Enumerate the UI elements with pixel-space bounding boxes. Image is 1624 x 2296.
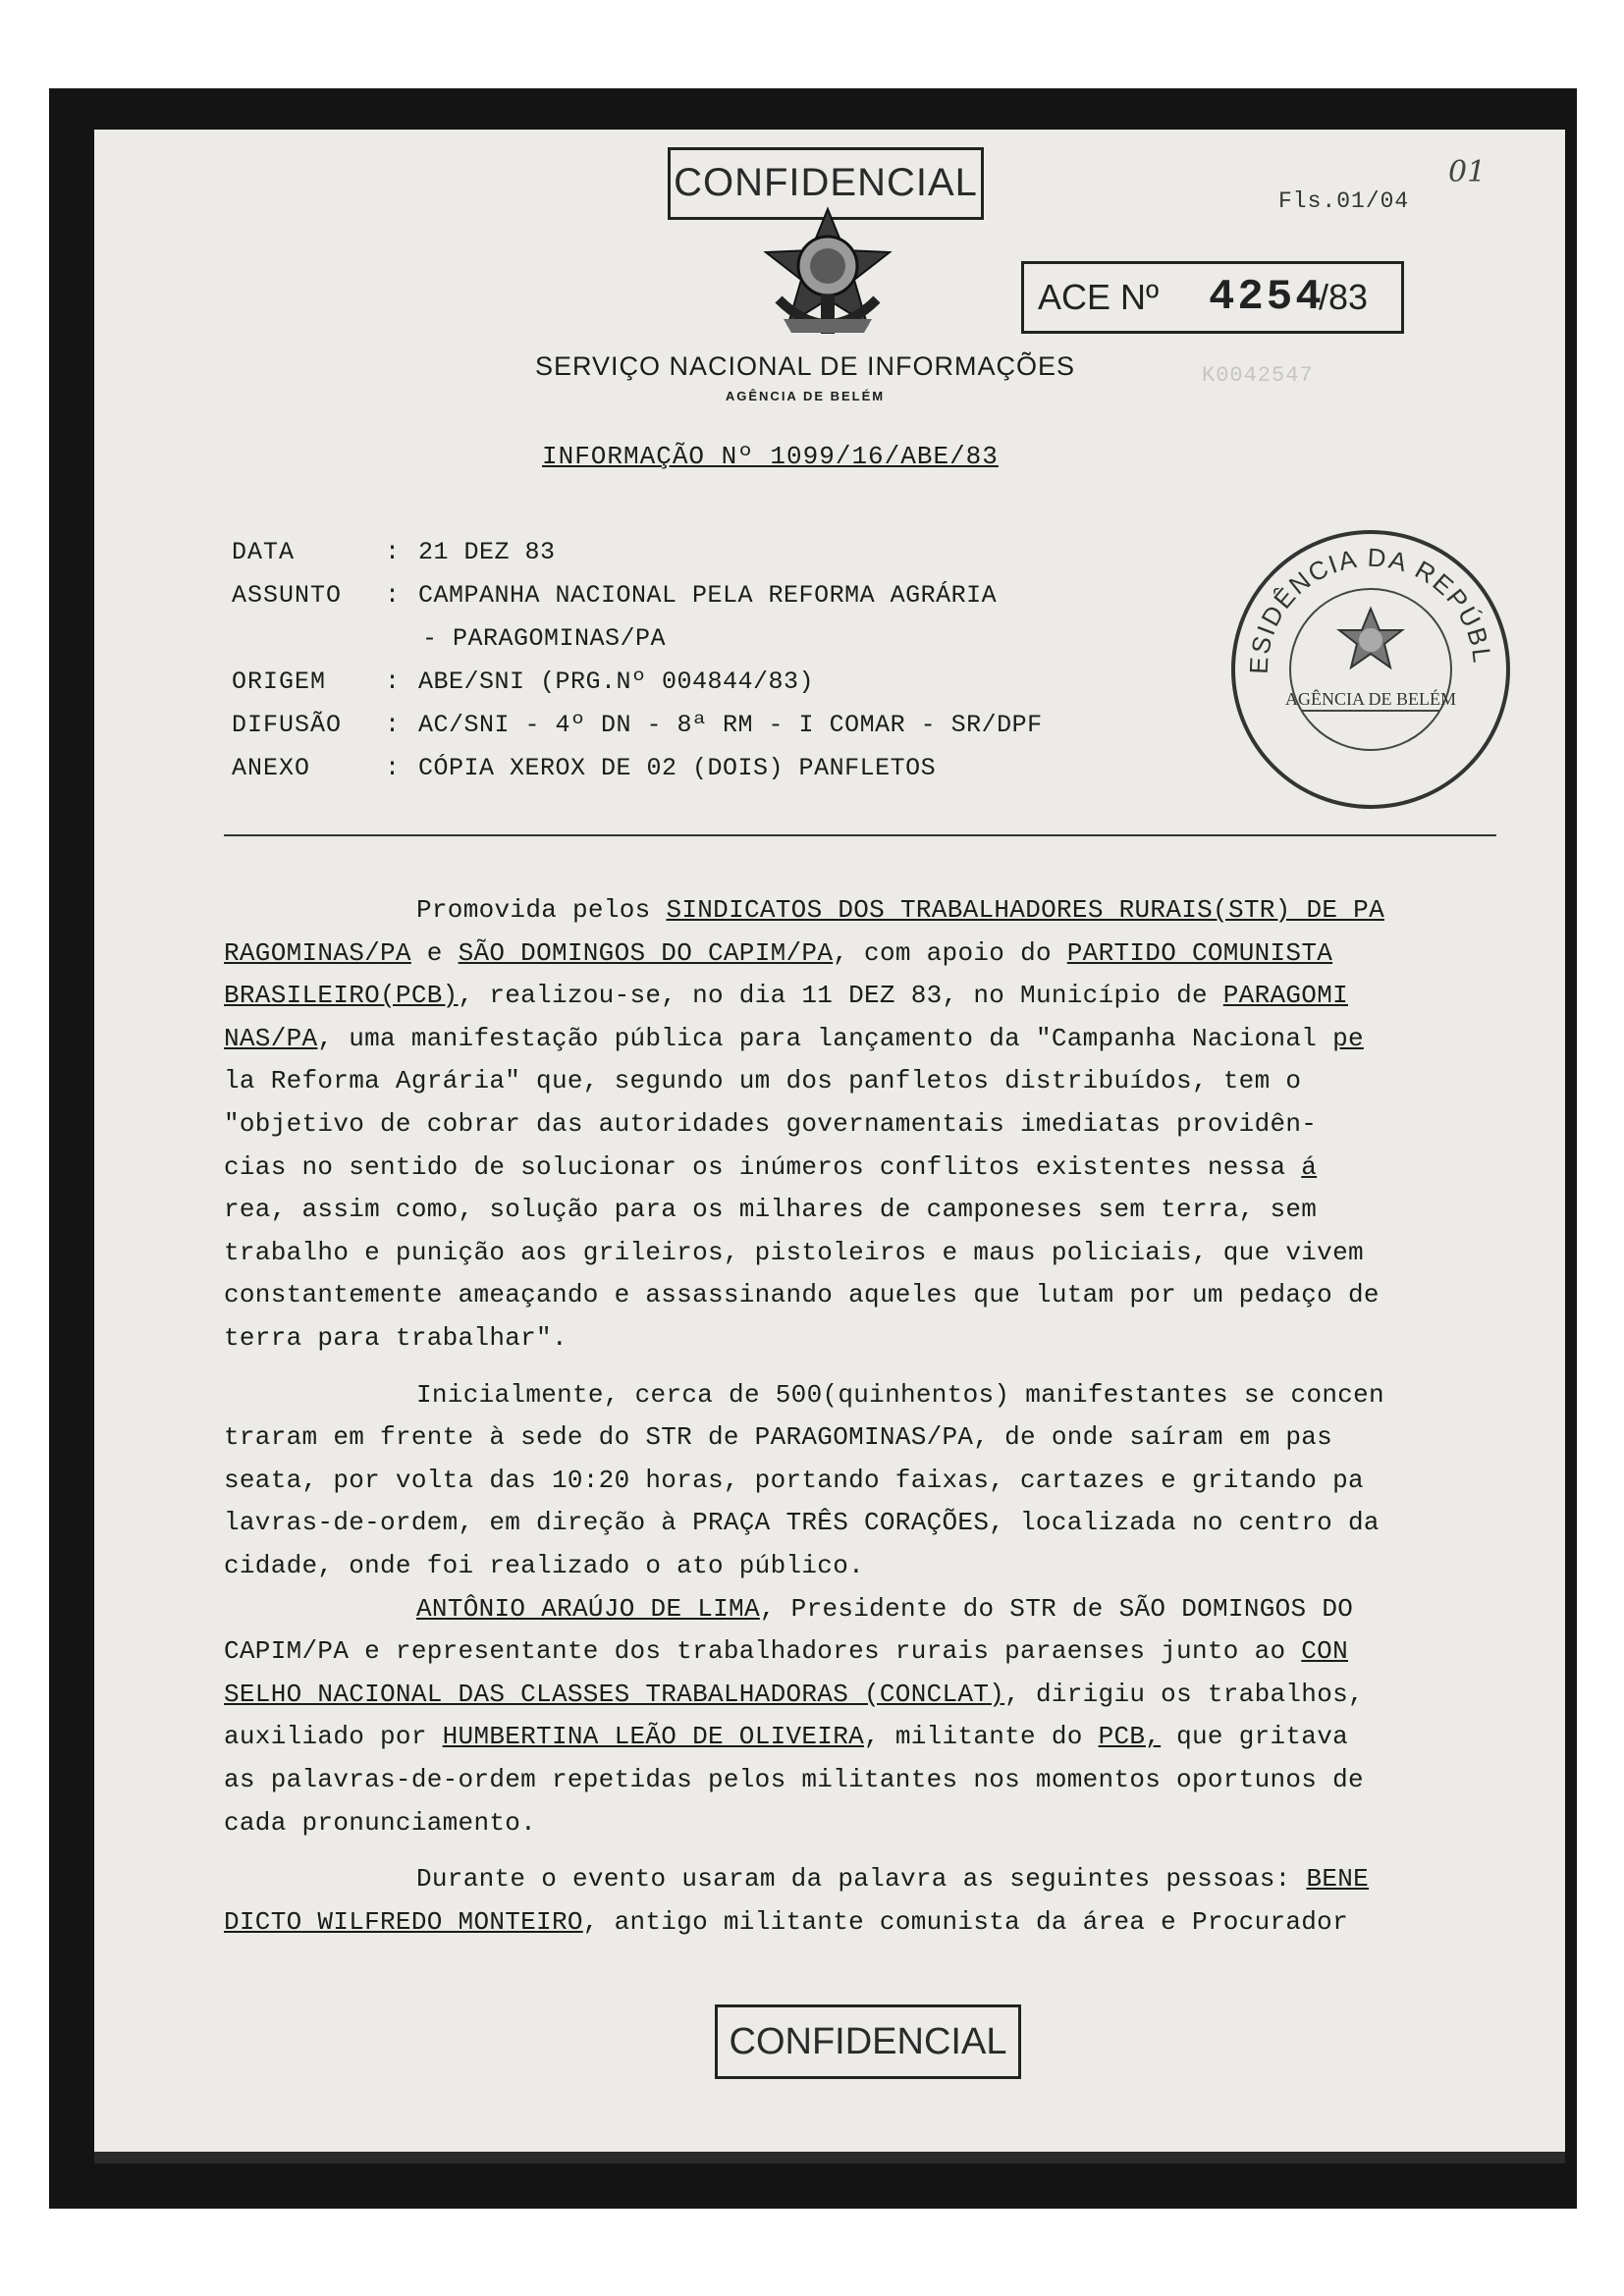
handwritten-folio: 01 [1448, 155, 1487, 189]
ace-label: ACE Nº [1038, 277, 1160, 317]
underlined-text: HUMBERTINA LEÃO DE OLIVEIRA [442, 1722, 865, 1751]
information-title: INFORMAÇÃO Nº 1099/16/ABE/83 [542, 442, 999, 471]
field-label: ANEXO [232, 754, 311, 782]
text-run: as palavras-de-ordem repetidas pelos militantes nos momentos oportunos de [224, 1765, 1364, 1794]
text-run: auxiliado por [224, 1722, 443, 1751]
field-colon: : [385, 754, 401, 782]
text-run: cada pronunciamento. [224, 1808, 537, 1838]
confidential-stamp-top: CONFIDENCIAL [668, 147, 984, 220]
text-run: Inicialmente, cerca de 500(quinhentos) manifestantes se concen [416, 1380, 1384, 1410]
field-colon: : [385, 711, 401, 739]
body-line [224, 1907, 1348, 1937]
folio-number: Fls.01/04 [1278, 188, 1410, 214]
underlined-text: PCB, [1098, 1722, 1162, 1751]
field-label: DATA [232, 538, 296, 566]
field-colon: : [385, 581, 401, 610]
field-label: ORIGEM [232, 667, 327, 696]
body-line [224, 1508, 1380, 1537]
text-run: Promovida pelos [416, 895, 667, 925]
scan-bottom-edge [94, 2152, 1565, 2163]
body-line [224, 1152, 1317, 1182]
underlined-text: DICTO WILFREDO MONTEIRO [224, 1907, 583, 1937]
body-line [416, 1864, 1369, 1894]
document-sheet [94, 130, 1565, 2152]
ace-number: 4254 [1209, 273, 1325, 322]
underlined-text: ANTÔNIO ARAÚJO DE LIMA [416, 1594, 760, 1624]
agency-name: SERVIÇO NACIONAL DE INFORMAÇÕES [534, 351, 1076, 381]
text-run: la Reforma Agrária" que, segundo um dos panfletos distribuídos, tem o [224, 1066, 1302, 1095]
text-run: cidade, onde foi realizado o ato público. [224, 1551, 865, 1580]
body-line [224, 1808, 536, 1838]
body-line [416, 895, 1384, 925]
field-value: ABE/SNI (PRG.Nº 004844/83) [418, 667, 815, 696]
body-line [224, 1466, 1364, 1495]
seal-inner-text: AGÊNCIA DE BELÉM [1285, 689, 1456, 709]
presidency-seal [1223, 522, 1518, 822]
underlined-text: SINDICATOS DOS TRABALHADORES RURAIS(STR) DE PA [666, 895, 1384, 925]
field-colon: : [385, 667, 401, 696]
field-value: CAMPANHA NACIONAL PELA REFORMA AGRÁRIA [418, 581, 998, 610]
seal-outer-text: ESIDÊNCIA DA REPÚBL [1243, 542, 1498, 675]
underlined-text: SELHO NACIONAL DAS CLASSES TRABALHADORAS (CONCLAT) [224, 1680, 1005, 1709]
field-label: DIFUSÃO [232, 711, 343, 739]
underlined-text: pe [1332, 1024, 1364, 1053]
ace-number-box [1021, 261, 1404, 334]
underlined-text: BENE [1306, 1864, 1370, 1894]
faint-reference-code: K0042547 [1202, 363, 1314, 388]
text-run: rea, assim como, solução para os milhares de camponeses sem terra, sem [224, 1195, 1318, 1224]
text-run: , Presidente do STR de SÃO DOMINGOS DO [759, 1594, 1354, 1624]
body-line [224, 1680, 1364, 1709]
confidential-stamp-bottom: CONFIDENCIAL [715, 2004, 1021, 2079]
body-line [224, 1109, 1317, 1139]
text-run: que gritava [1161, 1722, 1349, 1751]
separator-line [224, 834, 1496, 836]
text-run: lavras-de-ordem, em direção à PRAÇA TRÊS CORAÇÕES, localizada no centro da [224, 1508, 1380, 1537]
underlined-text: á [1301, 1152, 1318, 1182]
body-line [224, 1280, 1380, 1309]
underlined-text: PARTIDO COMUNISTA [1066, 938, 1333, 968]
underlined-text: NAS/PA [224, 1024, 318, 1053]
underlined-text: SÃO DOMINGOS DO CAPIM/PA [458, 938, 834, 968]
agency-branch: AGÊNCIA DE BELÉM [725, 389, 886, 403]
body-line [416, 1380, 1384, 1410]
body-line [224, 981, 1348, 1010]
underlined-text: RAGOMINAS/PA [224, 938, 411, 968]
underlined-text: CON [1301, 1636, 1348, 1666]
body-line [224, 1422, 1332, 1452]
coat-of-arms-emblem [754, 201, 901, 353]
body-line [224, 1238, 1364, 1267]
underlined-text: BRASILEIRO(PCB) [224, 981, 459, 1010]
body-line [224, 1636, 1348, 1666]
field-label: ASSUNTO [232, 581, 343, 610]
text-run: e [410, 938, 459, 968]
text-run: , antigo militante comunista da área e Procurador [582, 1907, 1348, 1937]
underlined-text: PARAGOMI [1222, 981, 1349, 1010]
text-run: , realizou-se, no dia 11 DEZ 83, no Município de [458, 981, 1223, 1010]
text-run: seata, por volta das 10:20 horas, portando faixas, cartazes e gritando pa [224, 1466, 1364, 1495]
body-line [224, 1323, 568, 1353]
text-run: Durante o evento usaram da palavra as seguintes pessoas: [416, 1864, 1307, 1894]
body-line [416, 1594, 1353, 1624]
text-run: cias no sentido de solucionar os inúmeros conflitos existentes nessa [224, 1152, 1302, 1182]
body-line [224, 1024, 1364, 1053]
body-line [224, 938, 1332, 968]
text-run: terra para trabalhar". [224, 1323, 568, 1353]
body-line [224, 1551, 864, 1580]
ace-year: /83 [1319, 277, 1369, 317]
field-value: - PARAGOMINAS/PA [422, 624, 667, 653]
body-line [224, 1066, 1301, 1095]
field-value: 21 DEZ 83 [418, 538, 556, 566]
body-line [224, 1195, 1317, 1224]
text-run: "objetivo de cobrar das autoridades governamentais imediatas providên- [224, 1109, 1318, 1139]
text-run: , uma manifestação pública para lançamento da "Campanha Nacional [317, 1024, 1333, 1053]
body-line [224, 1765, 1364, 1794]
text-run: , militante do [864, 1722, 1099, 1751]
text-run: constantemente ameaçando e assassinando aqueles que lutam por um pedaço de [224, 1280, 1380, 1309]
field-value: CÓPIA XEROX DE 02 (DOIS) PANFLETOS [418, 754, 937, 782]
field-value: AC/SNI - 4º DN - 8ª RM - I COMAR - SR/DPF [418, 711, 1043, 739]
field-colon: : [385, 538, 401, 566]
text-run: , dirigiu os trabalhos, [1004, 1680, 1364, 1709]
text-run: traram em frente à sede do STR de PARAGOMINAS/PA, de onde saíram em pas [224, 1422, 1333, 1452]
text-run: , com apoio do [833, 938, 1067, 968]
body-line [224, 1722, 1348, 1751]
text-run: CAPIM/PA e representante dos trabalhadores rurais paraenses junto ao [224, 1636, 1302, 1666]
text-run: trabalho e punição aos grileiros, pistoleiros e maus policiais, que vivem [224, 1238, 1364, 1267]
